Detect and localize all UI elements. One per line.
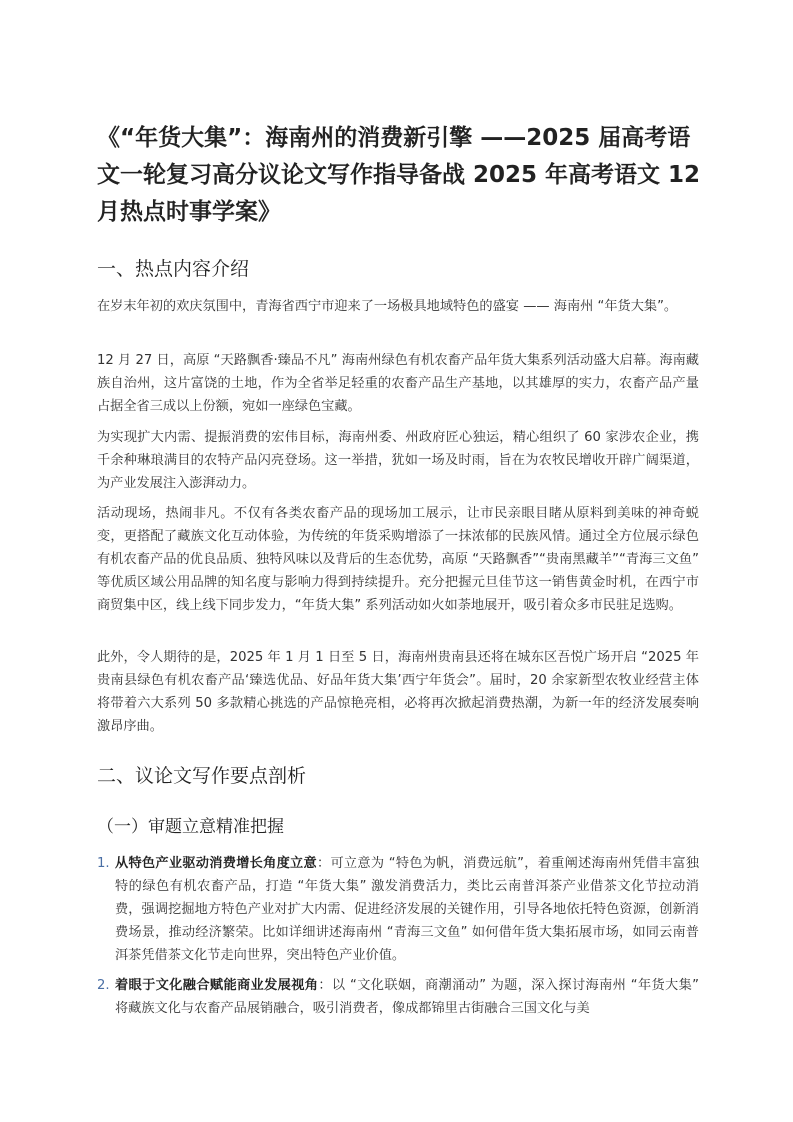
paragraph-4: 活动现场，热闹非凡。不仅有各类农畜产品的现场加工展示，让市民亲眼目睹从原料到美味的神奇蜕变，更搭配了藏族文化互动体验，为传统的年货采购增添了一抹浓郁的民族风情。通过全方位展示绿色有机农畜产品的优良品质、独特风味以及背后的生态优势，高原 “天路飘香”“贵南黑藏羊”“青海三文鱼” 等优质区域公用品牌的知名度与影响力得到持续提升。充分把握元旦佳节这一销售黄金时机，在西宁市商贸集中区，线上线下同步发力，“年货大集” 系列活动如火如荼地展开，吸引着众多市民驻足选购。 bbox=[97, 506, 699, 613]
list-item bbox=[97, 852, 699, 967]
list-item-lead: 从特色产业驱动消费增长角度立意 bbox=[115, 856, 317, 871]
document-title: 《“年货大集”：海南州的消费新引擎 ——2025 届高考语文一轮复习高分议论文写作指导备战 2025 年高考语文 12 月热点时事学案》 bbox=[97, 125, 701, 225]
paragraph-1: 在岁末年初的欢庆氛围中，青海省西宁市迎来了一场极具地域特色的盛宴 —— 海南州 “年货大集”。 bbox=[97, 299, 678, 314]
paragraph-2: 12 月 27 日，高原 “天路飘香·臻品不凡” 海南州绿色有机农畜产品年货大集系列活动盛大启幕。海南藏族自治州，这片富饶的土地，作为全省举足轻重的农畜产品生产基地，以其雄厚的实力，农畜产品产量占据全省三成以上份额，宛如一座绿色宝藏。 bbox=[97, 353, 699, 414]
list-item-lead: 着眼于文化融合赋能商业发展视角 bbox=[115, 978, 319, 993]
list-item-text: ：可立意为 “特色为帆，消费远航”，着重阐述海南州凭借丰富独特的绿色有机农畜产品，打造 “年货大集” 激发消费活力，类比云南普洱茶产业借茶文化节拉动消费，强调挖掘地方特色产业对扩大内需、促进经济发展的关键作用，引导各地依托特色资源，创新消费场景，推动经济繁荣。比如详细讲述海南州 “青海三文鱼” 如何借年货大集拓展市场，如同云南普洱茶凭借茶文化节走向世界，突出特色产业价值。 bbox=[115, 856, 700, 963]
list-item bbox=[97, 974, 699, 1020]
paragraph-3: 为实现扩大内需、提振消费的宏伟目标，海南州委、州政府匠心独运，精心组织了 60 家涉农企业，携千余种琳琅满目的农特产品闪亮登场。这一举措，犹如一场及时雨，旨在为农牧民增收开辟广阔渠道，为产业发展注入澎湃动力。 bbox=[97, 430, 699, 491]
section-heading-essay-analysis: 二、议论文写作要点剖析 bbox=[97, 765, 307, 787]
essay-points-list bbox=[97, 852, 699, 1020]
list-item-number: 1. bbox=[97, 856, 110, 871]
list-item-number: 2. bbox=[97, 978, 110, 993]
subsection-heading-topic-grasp: （一）审题立意精准把握 bbox=[97, 817, 284, 837]
list-item-text: ：以 “文化联姻，商潮涌动” 为题，深入探讨海南州 “年货大集” 将藏族文化与农畜产品展销融合，吸引消费者，像成都锦里古街融合三国文化与美 bbox=[115, 978, 699, 1016]
section-heading-hot-topic: 一、热点内容介绍 bbox=[97, 258, 250, 280]
paragraph-5: 此外，令人期待的是，2025 年 1 月 1 日至 5 日，海南州贵南县还将在城东区吾悦广场开启 “2025 年贵南县绿色有机农畜产品‘臻选优品、好品年货大集’西宁年货会”。届时，20 余家新型农牧业经营主体将带着六大系列 50 多款精心挑选的产品惊艳亮相，必将再次掀起消费热潮，为新一年的经济发展奏响激昂序曲。 bbox=[97, 650, 699, 734]
